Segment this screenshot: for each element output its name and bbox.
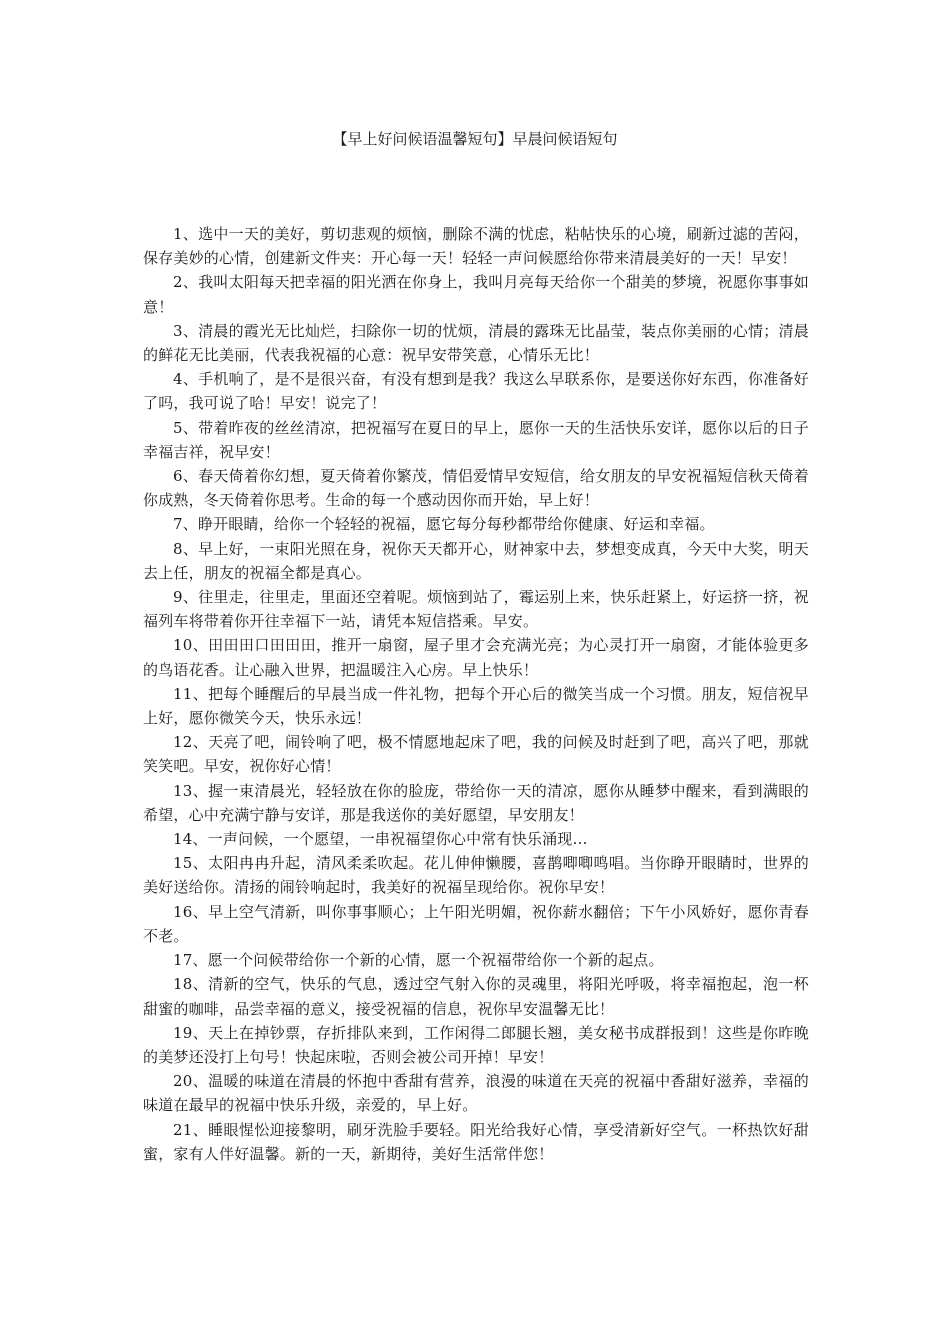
paragraph: 3、清晨的霞光无比灿烂，扫除你一切的忧烦，清晨的露珠无比晶莹，装点你美丽的心情；清晨的鲜花无比美丽，代表我祝福的心意：祝早安带笑意，心情乐无比！ (143, 321, 809, 365)
paragraph: 5、带着昨夜的丝丝清凉，把祝福写在夏日的早上，愿你一天的生活快乐安详，愿你以后的日子幸福吉祥，祝早安！ (143, 418, 809, 461)
paragraph: 19、天上在掉钞票，存折排队来到，工作闲得二郎腿长翘，美女秘书成群报到！这些是你昨晚的美梦还没打上句号！快起床啦，否则会被公司开掉！早安！ (143, 1023, 809, 1066)
paragraph: 20、温暖的味道在清晨的怀抱中香甜有营养，浪漫的味道在天亮的祝福中香甜好滋养，幸福的味道在最早的祝福中快乐升级，亲爱的，早上好。 (143, 1072, 809, 1115)
paragraph: 8、早上好，一束阳光照在身，祝你天天都开心，财神家中去，梦想变成真，今天中大奖，明天去上任，朋友的祝福全都是真心。 (143, 539, 809, 582)
paragraph: 1、选中一天的美好，剪切悲观的烦恼，删除不满的忧虑，粘帖快乐的心境，刷新过滤的苦闷，保存美妙的心情，创建新文件夹：开心每一天！轻轻一声问候愿给你带来清晨美好的一天！早安！ (143, 225, 809, 268)
paragraph: 10、田田田口田田田，推开一扇窗，屋子里才会充满光亮；为心灵打开一扇窗，才能体验更多的鸟语花香。让心融入世界，把温暖注入心房。早上快乐！ (143, 636, 809, 679)
paragraph: 18、清新的空气，快乐的气息，透过空气射入你的灵魂里，将阳光呼吸，将幸福抱起，泡一杯甜蜜的咖啡，品尝幸福的意义，接受祝福的信息，祝你早安温馨无比！ (143, 975, 809, 1018)
paragraph: 14、一声问候，一个愿望，一串祝福望你心中常有快乐涌现… (173, 830, 588, 849)
paragraph: 13、握一束清晨光，轻轻放在你的脸庞，带给你一天的清凉，愿你从睡梦中醒来，看到满眼的希望，心中充满宁静与安详，那是我送你的美好愿望，早安朋友！ (143, 781, 809, 824)
paragraph: 9、往里走，往里走，里面还空着呢。烦恼到站了，霉运别上来，快乐赶紧上，好运挤一挤，祝福列车将带着你开往幸福下一站，请凭本短信搭乘。早安。 (143, 588, 809, 631)
paragraph: 11、把每个睡醒后的早晨当成一件礼物，把每个开心后的微笑当成一个习惯。朋友，短信祝早上好，愿你微笑今天，快乐永远！ (143, 684, 809, 728)
paragraph: 15、太阳冉冉升起，清风柔柔吹起。花儿伸伸懒腰，喜鹊唧唧鸣唱。当你睁开眼睛时，世界的美好送给你。清扬的闹铃响起时，我美好的祝福呈现给你。祝你早安！ (143, 854, 809, 897)
paragraph: 7、睁开眼睛，给你一个轻轻的祝福，愿它每分每秒都带给你健康、好运和幸福。 (173, 515, 715, 534)
paragraph: 2、我叫太阳每天把幸福的阳光洒在你身上，我叫月亮每天给你一个甜美的梦境，祝愿你事事如意！ (143, 273, 809, 316)
paragraph: 6、春天倚着你幻想，夏天倚着你繁茂，情侣爱情早安短信，给女朋友的早安祝福短信秋天倚着你成熟，冬天倚着你思考。生命的每一个感动因你而开始，早上好！ (143, 467, 809, 510)
document-body (143, 222, 809, 1166)
paragraph: 21、睡眼惺忪迎接黎明，刷牙洗脸手要轻。阳光给我好心情，享受清新好空气。一杯热饮好甜蜜，家有人伴好温馨。新的一天，新期待，美好生活常伴您！ (143, 1120, 809, 1163)
paragraph: 17、愿一个问候带给你一个新的心情，愿一个祝福带给你一个新的起点。 (173, 951, 664, 970)
paragraph: 12、天亮了吧，闹铃响了吧，极不情愿地起床了吧，我的问候及时赶到了吧，高兴了吧，那就笑笑吧。早安，祝你好心情！ (143, 733, 809, 776)
paragraph: 16、早上空气清新，叫你事事顺心；上午阳光明媚，祝你薪水翻倍；下午小风娇好，愿你青春不老。 (143, 902, 809, 945)
document-title: 【早上好问候语温馨短句】早晨问候语短句 (332, 130, 618, 148)
paragraph: 4、手机响了，是不是很兴奋，有没有想到是我？我这么早联系你，是要送你好东西，你准备好了吗，我可说了哈！早安！说完了！ (143, 370, 809, 413)
